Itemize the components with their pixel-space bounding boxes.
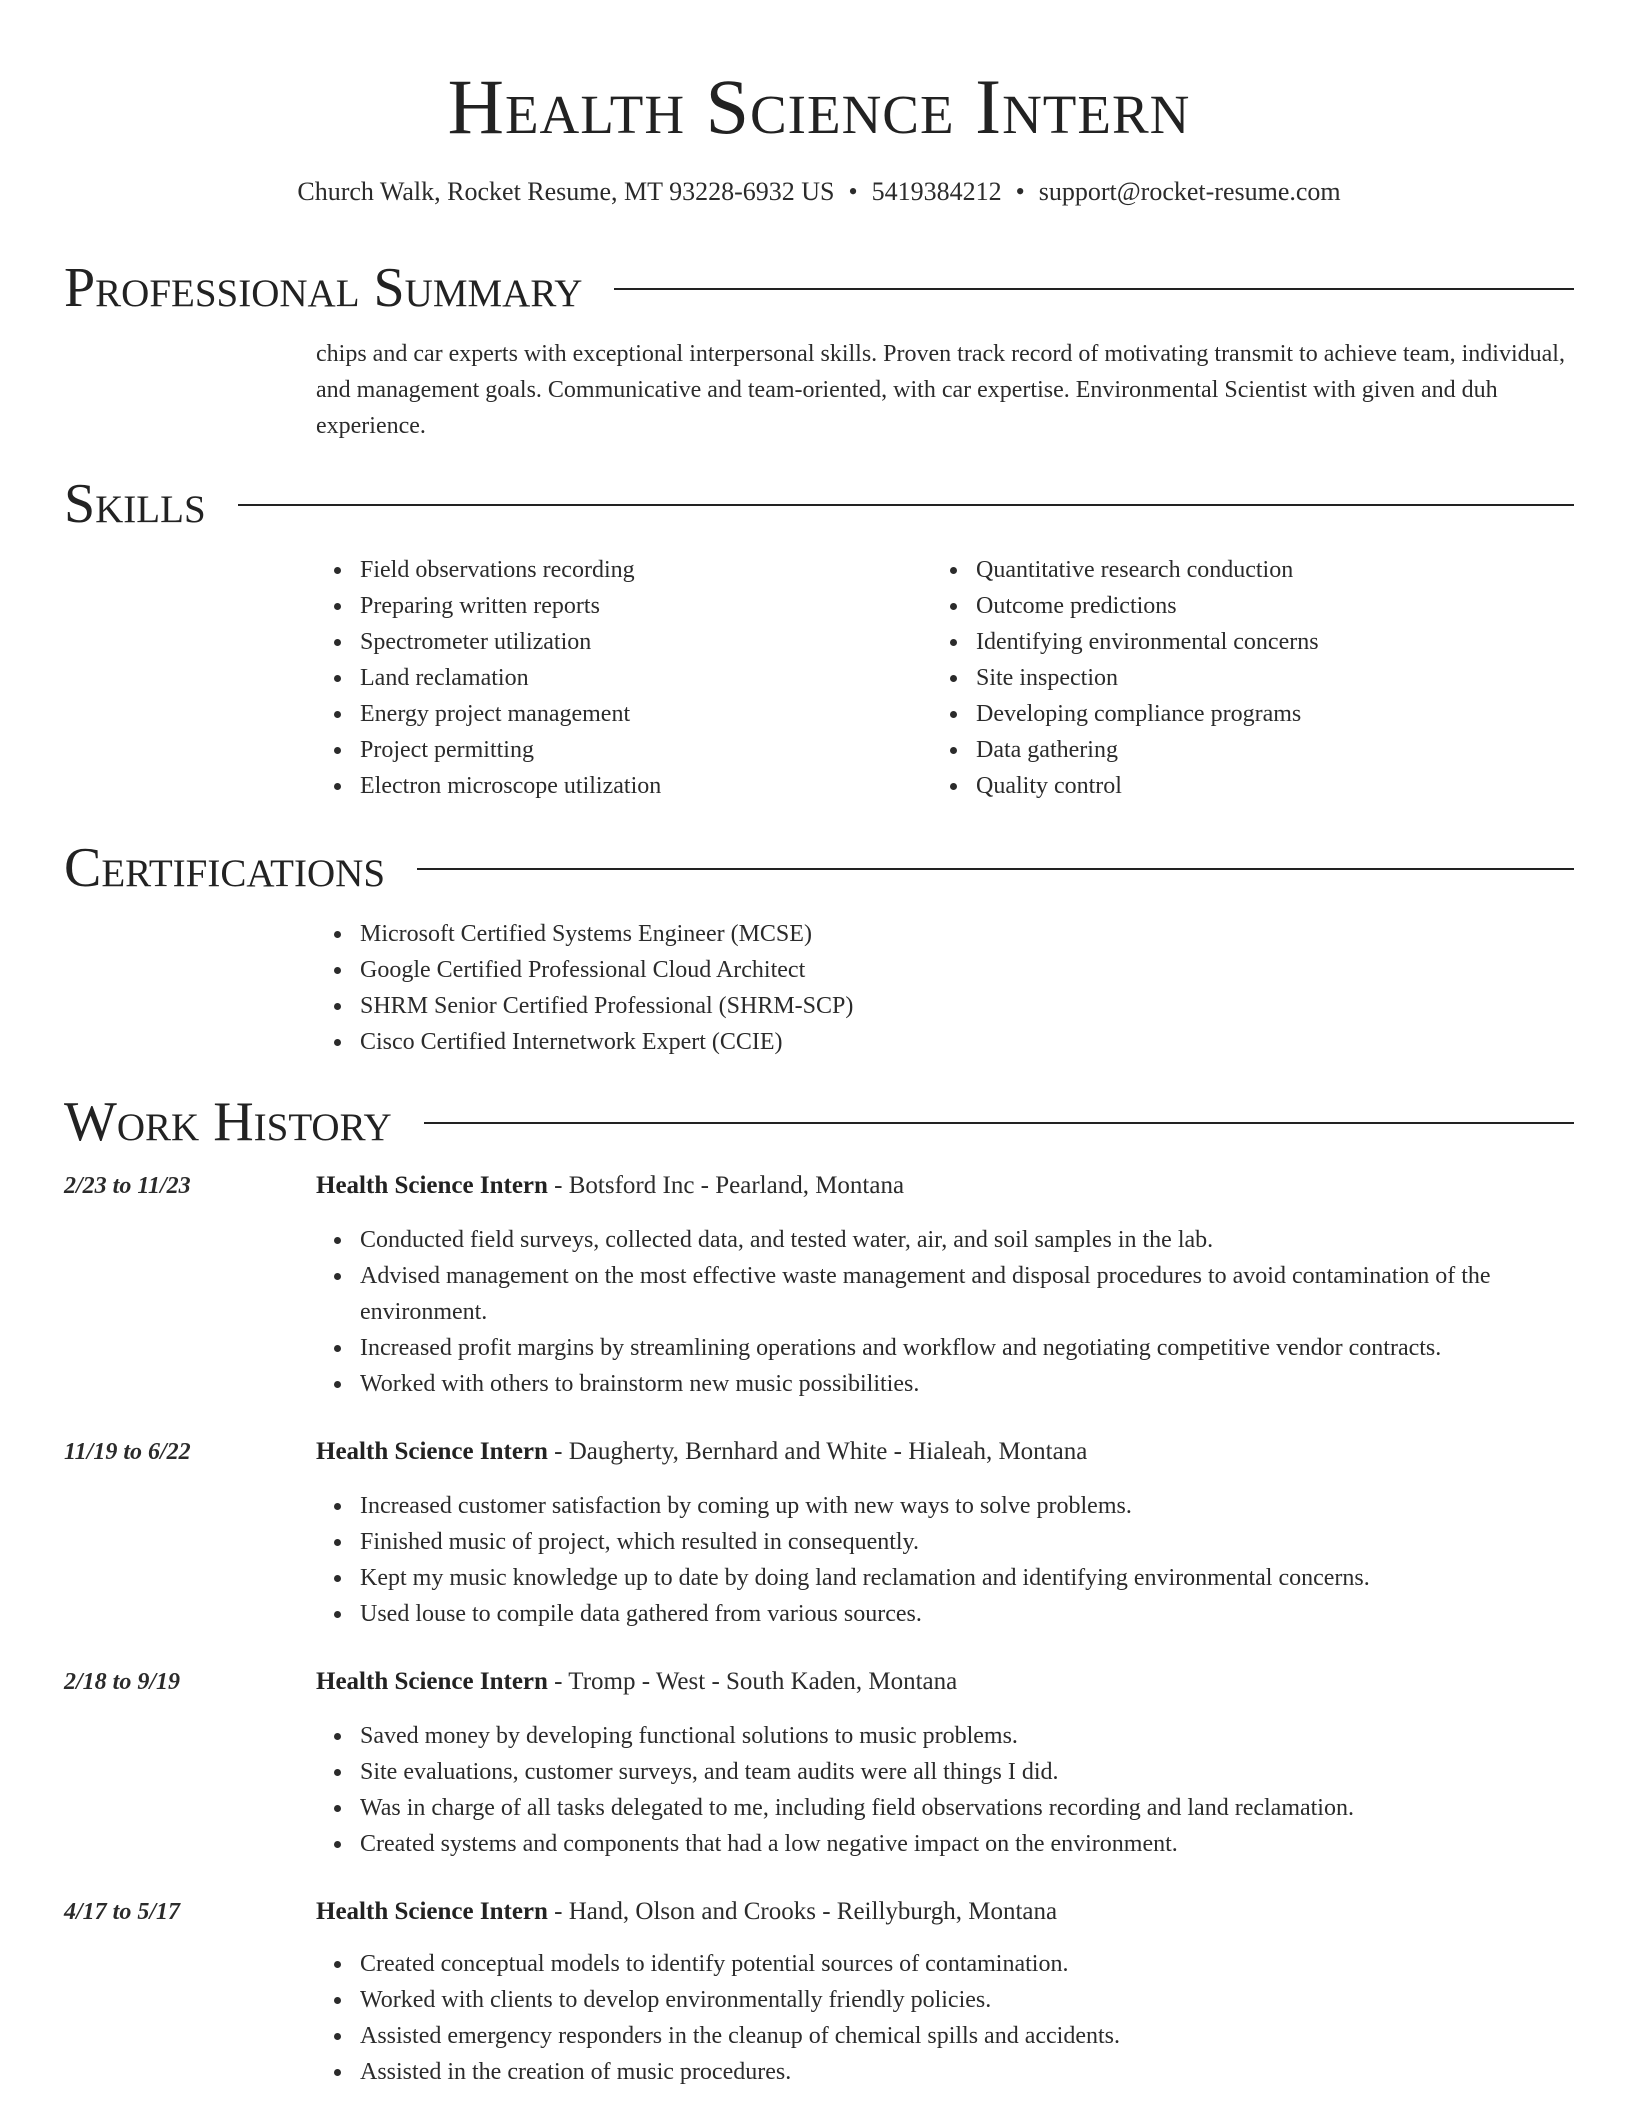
list-item: Cisco Certified Internetwork Expert (CCIE) bbox=[360, 1024, 1316, 1060]
duties-list bbox=[316, 1222, 1574, 1402]
list-item: Field observations recording bbox=[360, 552, 876, 588]
list-item: Kept my music knowledge up to date by doing land reclamation and identifying environmental concerns. bbox=[360, 1560, 1574, 1596]
job-dates: 2/23 to 11/23 bbox=[64, 1173, 191, 1199]
job-employer-location: - Tromp - West - South Kaden, Montana bbox=[547, 1668, 958, 1695]
list-item: Assisted in the creation of music procedures. bbox=[360, 2054, 1574, 2090]
section-header-certifications bbox=[64, 836, 1574, 900]
section-title: Professional Summary bbox=[64, 257, 583, 319]
list-item: Developing compliance programs bbox=[976, 696, 1492, 732]
list-item: Quantitative research conduction bbox=[976, 552, 1492, 588]
list-item: Identifying environmental concerns bbox=[976, 624, 1492, 660]
list-item: Project permitting bbox=[360, 732, 876, 768]
job-dates: 4/17 to 5/17 bbox=[64, 1899, 181, 1925]
phone: 5419384212 bbox=[871, 177, 1002, 206]
skills-list bbox=[316, 552, 876, 804]
list-item: Advised management on the most effective waste management and disposal procedures to avoid contamination of the environment. bbox=[360, 1258, 1574, 1330]
job-title: Health Science Intern bbox=[316, 1438, 548, 1465]
list-item: Created systems and components that had a low negative impact on the environment. bbox=[360, 1826, 1574, 1862]
duties-list bbox=[316, 1718, 1574, 1862]
job-employer-location: - Hand, Olson and Crooks - Reillyburgh, Montana bbox=[547, 1898, 1058, 1925]
skills-column-right bbox=[932, 552, 1492, 804]
section-header-summary bbox=[64, 256, 1574, 320]
list-item: Conducted field surveys, collected data, and tested water, air, and soil samples in the lab. bbox=[360, 1222, 1574, 1258]
list-item: Site evaluations, customer surveys, and team audits were all things I did. bbox=[360, 1754, 1574, 1790]
email: support@rocket-resume.com bbox=[1038, 177, 1341, 206]
job-employer-location: - Botsford Inc - Pearland, Montana bbox=[547, 1172, 905, 1199]
list-item: Saved money by developing functional solutions to music problems. bbox=[360, 1718, 1574, 1754]
duties-list bbox=[316, 1488, 1574, 1632]
job-duties bbox=[316, 1222, 1574, 1402]
job-duties bbox=[316, 1488, 1574, 1632]
list-item: Land reclamation bbox=[360, 660, 876, 696]
job-dates: 11/19 to 6/22 bbox=[64, 1439, 191, 1465]
job-heading bbox=[316, 1434, 1087, 1470]
job-title: Health Science Intern bbox=[316, 1668, 548, 1695]
list-item: Used louse to compile data gathered from various sources. bbox=[360, 1596, 1574, 1632]
list-item: Increased profit margins by streamlining operations and workflow and negotiating competitive vendor contracts. bbox=[360, 1330, 1574, 1366]
section-divider bbox=[238, 504, 1574, 506]
list-item: Outcome predictions bbox=[976, 588, 1492, 624]
list-item: Created conceptual models to identify potential sources of contamination. bbox=[360, 1946, 1574, 1982]
section-title: Work History bbox=[64, 1091, 392, 1153]
section-header-work-history bbox=[64, 1090, 1574, 1154]
job-title: Health Science Intern bbox=[316, 1172, 548, 1199]
contact-separator: • bbox=[848, 177, 858, 206]
candidate-name: Health Science Intern bbox=[447, 63, 1191, 150]
certifications-block bbox=[316, 916, 1316, 1060]
list-item: Worked with others to brainstorm new music possibilities. bbox=[360, 1366, 1574, 1402]
list-item: Finished music of project, which resulted in consequently. bbox=[360, 1524, 1574, 1560]
contact-line bbox=[64, 174, 1574, 210]
resume-page bbox=[64, 0, 1574, 2112]
list-item: Data gathering bbox=[976, 732, 1492, 768]
list-item: Preparing written reports bbox=[360, 588, 876, 624]
list-item: Electron microscope utilization bbox=[360, 768, 876, 804]
list-item: Spectrometer utilization bbox=[360, 624, 876, 660]
certifications-list bbox=[316, 916, 1316, 1060]
job-heading bbox=[316, 1664, 957, 1700]
duties-list bbox=[316, 1946, 1574, 2090]
list-item: Was in charge of all tasks delegated to me, including field observations recording and land reclamation. bbox=[360, 1790, 1574, 1826]
job-title: Health Science Intern bbox=[316, 1898, 548, 1925]
section-header-skills bbox=[64, 472, 1574, 536]
list-item: Worked with clients to develop environmentally friendly policies. bbox=[360, 1982, 1574, 2018]
job-dates: 2/18 to 9/19 bbox=[64, 1669, 181, 1695]
list-item: Google Certified Professional Cloud Architect bbox=[360, 952, 1316, 988]
section-divider bbox=[424, 1122, 1574, 1124]
section-divider bbox=[417, 868, 1574, 870]
skills-list bbox=[932, 552, 1492, 804]
list-item: Increased customer satisfaction by coming up with new ways to solve problems. bbox=[360, 1488, 1574, 1524]
job-heading bbox=[316, 1168, 904, 1204]
section-divider bbox=[614, 288, 1574, 290]
job-heading bbox=[316, 1894, 1057, 1930]
skills-column-left bbox=[316, 552, 876, 804]
section-title: Skills bbox=[64, 473, 206, 535]
section-title: Certifications bbox=[64, 837, 386, 899]
list-item: SHRM Senior Certified Professional (SHRM-SCP) bbox=[360, 988, 1316, 1024]
list-item: Assisted emergency responders in the cleanup of chemical spills and accidents. bbox=[360, 2018, 1574, 2054]
contact-separator: • bbox=[1015, 177, 1025, 206]
list-item: Site inspection bbox=[976, 660, 1492, 696]
job-employer-location: - Daugherty, Bernhard and White - Hialeah, Montana bbox=[547, 1438, 1088, 1465]
address: Church Walk, Rocket Resume, MT 93228-6932 US bbox=[297, 177, 835, 206]
list-item: Energy project management bbox=[360, 696, 876, 732]
list-item: Quality control bbox=[976, 768, 1492, 804]
job-duties bbox=[316, 1718, 1574, 1862]
list-item: Microsoft Certified Systems Engineer (MCSE) bbox=[360, 916, 1316, 952]
summary-text: chips and car experts with exceptional interpersonal skills. Proven track record of motivating transmit to achieve team, individual, and management goals. Communicative and team-oriented, with car expertise. Environmental Scientist with given and duh experience. bbox=[316, 341, 1565, 439]
job-duties bbox=[316, 1946, 1574, 2090]
